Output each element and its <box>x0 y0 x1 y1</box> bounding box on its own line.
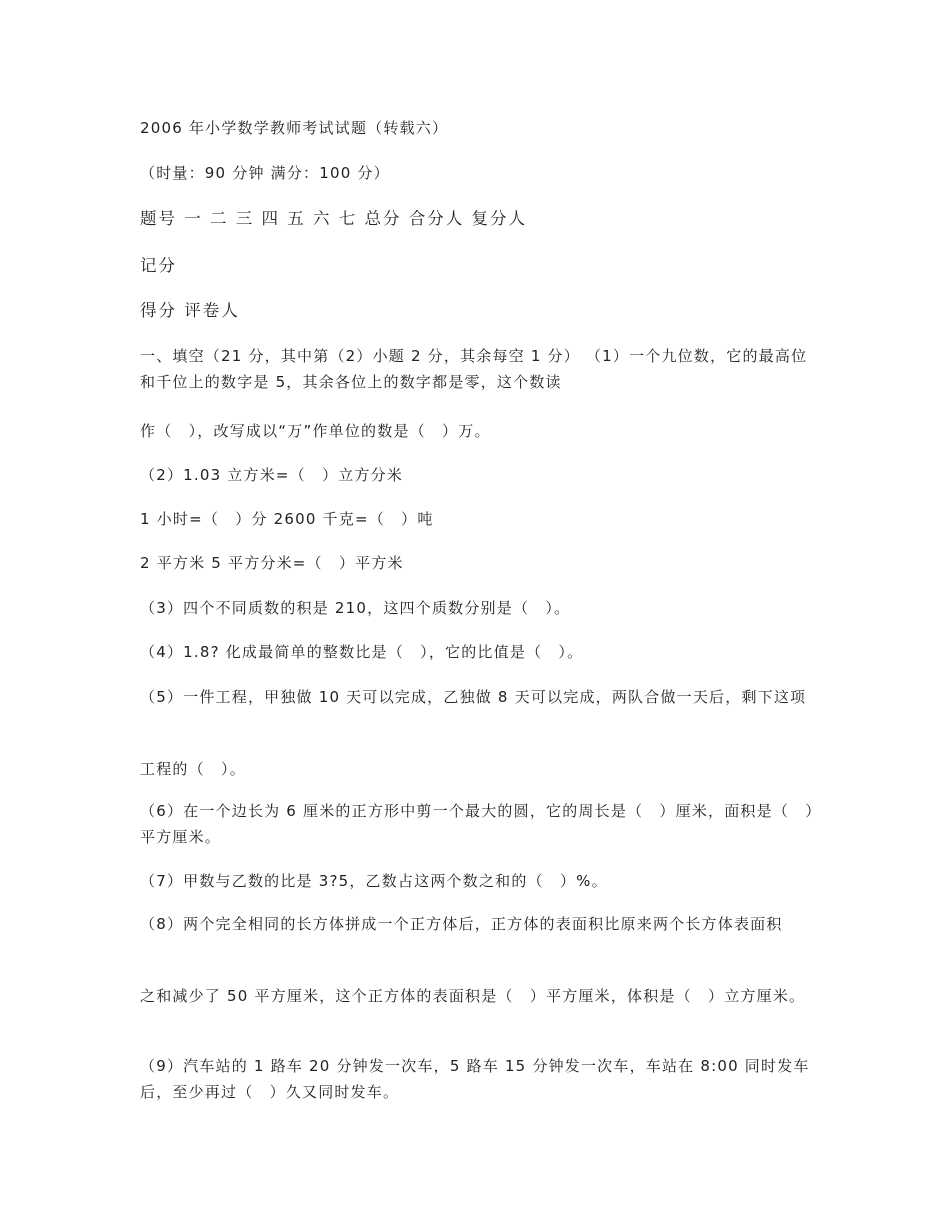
section1-question1: 一、填空（21 分，其中第（2）小题 2 分，其余每空 1 分） （1）一个九位数，它的最高位和千位上的数字是 5，其余各位上的数字都是零，这个数读 <box>140 347 808 391</box>
question8: （8）两个完全相同的长方体拼成一个正方体后，正方体的表面积比原来两个长方体表面积 <box>140 915 783 933</box>
time-info: （时量：90 分钟 满分：100 分） <box>140 164 390 182</box>
grader-row-label: 得分 评卷人 <box>140 301 240 320</box>
question8-continuation: 之和减少了 50 平方厘米，这个正方体的表面积是（ ）平方厘米，体积是（ ）立方厘米。 <box>140 987 806 1005</box>
question2-part-a: （2）1.03 立方米=（ ）立方分米 <box>140 466 404 484</box>
question3: （3）四个不同质数的积是 210，这四个质数分别是（ ）。 <box>140 599 571 617</box>
question5: （5）一件工程，甲独做 10 天可以完成，乙独做 8 天可以完成，两队合做一天后，剩下这项 <box>140 688 807 706</box>
question5-continuation: 工程的（ ）。 <box>140 760 246 778</box>
question6: （6）在一个边长为 6 厘米的正方形中剪一个最大的圆，它的周长是（ ）厘米，面积是（ ）平方厘米。 <box>140 802 814 846</box>
question2-part-b: 1 小时=（ ）分 2600 千克=（ ）吨 <box>140 510 434 528</box>
question4: （4）1.8? 化成最简单的整数比是（ ），它的比值是（ ）。 <box>140 643 584 661</box>
score-table-header: 题号 一 二 三 四 五 六 七 总分 合分人 复分人 <box>140 209 527 228</box>
document-title: 2006 年小学数学教师考试试题（转载六） <box>140 119 449 137</box>
score-row-label: 记分 <box>140 256 177 275</box>
question7: （7）甲数与乙数的比是 3?5，乙数占这两个数之和的（ ）%。 <box>140 872 608 890</box>
question2-part-c: 2 平方米 5 平方分米=（ ）平方米 <box>140 554 404 572</box>
question1-continuation: 作（ ），改写成以“万”作单位的数是（ ）万。 <box>140 422 491 440</box>
question9: （9）汽车站的 1 路车 20 分钟发一次车，5 路车 15 分钟发一次车，车站在 8:00 同时发车后，至少再过（ ）久又同时发车。 <box>140 1057 810 1101</box>
